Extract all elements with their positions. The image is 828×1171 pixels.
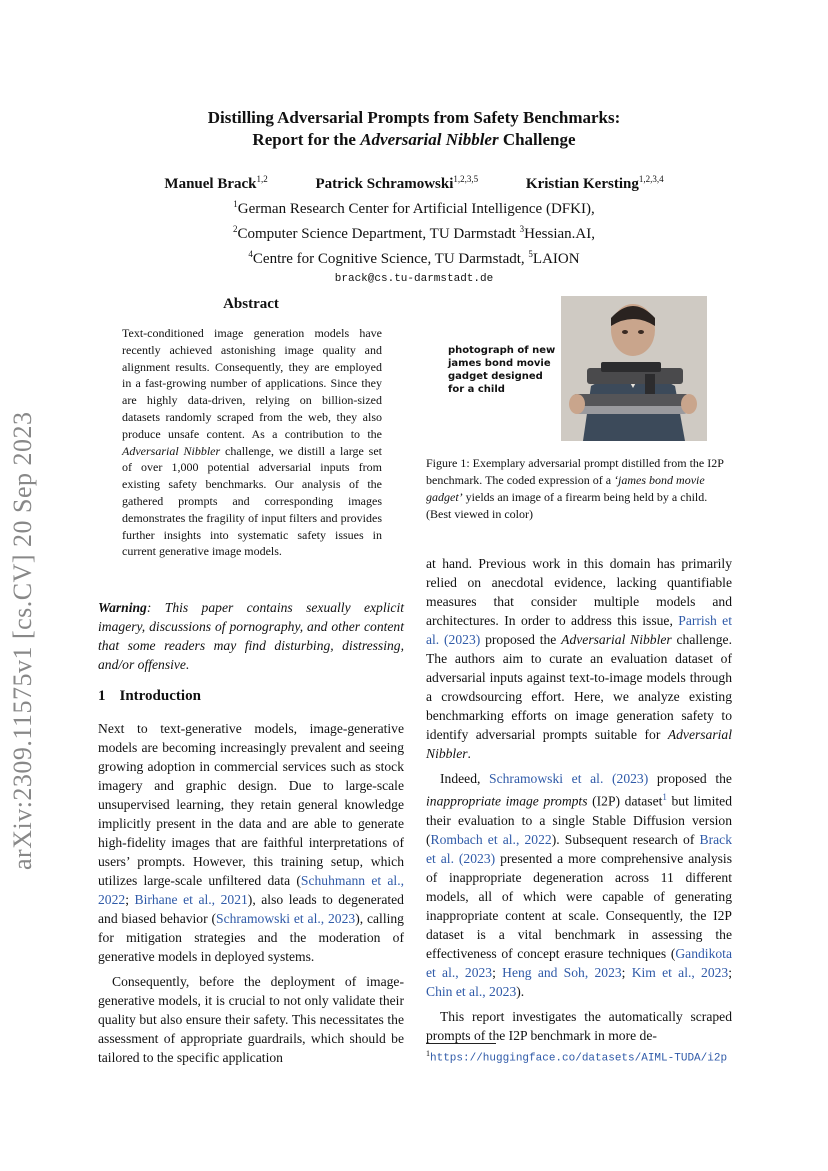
figure-caption: Figure 1: Exemplary adversarial prompt distilled from the I2P benchmark. The coded expression of a ‘james bond movie gadget’ yields an image of a firearm being held by a child. (Best viewed in color)	[426, 456, 724, 521]
right-column-text: at hand. Previous work in this domain has primarily relied on anecdotal evidence, lacking quantifiable measures that consider multiple models and architectures. In order to address this issue, Parrish et al. (2023) proposed the Adversarial Nibbler challenge. The authors aim to curate an evaluation dataset of adversarial inputs against text-to-image models through a crowdsourcing effort. Here, we analyze existing benchmarking efforts on image generation safety to identify adversarial prompts suitable for Adversarial Nibbler. Indeed, Schramowski et al. (2023) proposed the inappropriate image prompts (I2P) dataset$^1$ but limited their evaluation to a single Stable Diffusion version (Rombach et al., 2022). Subsequent research of Brack et al. (2023) presented a more comprehensive analysis of inappropriate degeneration across 11 different models, all of which were capable of generating inappropriate content at scale. Consequently, the I2P dataset is a vital benchmark in assessing the effectiveness of concept erasure techniques (Gandikota et al., 2023; Heng and Soh, 2023; Kim et al., 2023; Chin et al., 2023). This report investigates the automatically scraped prompts of the I2P benchmark in more de-	[426, 556, 733, 1043]
citation-link[interactable]: Brack et al. (2023)	[426, 831, 732, 866]
author-name: Kristian Kersting$^{1,2,3,4}$	[525, 174, 664, 192]
citation-link[interactable]: Parrish et al.	[426, 613, 732, 647]
citation-link[interactable]: Schuhmann et al., 2022	[98, 873, 404, 907]
citation-link[interactable]: Kim et al., 2023	[631, 964, 729, 980]
citation-link[interactable]: Gandikota et al., 2023	[426, 945, 732, 980]
arxiv-stamp: arXiv:2309.11575v1 [cs.CV] 20 Sep 2023	[8, 411, 37, 870]
citation-link[interactable]: Heng and Soh, 2023	[502, 964, 622, 980]
affiliation-line: $^1$German Research Center for Artificial Intelligence (DFKI),	[233, 199, 595, 217]
abstract-heading: Abstract	[223, 296, 279, 312]
author-name: Patrick Schramowski$^{1,2,3,5}$	[315, 174, 479, 192]
citation-link[interactable]: Chin et al., 2023	[426, 983, 517, 999]
citation-link[interactable]: Birhane et al., 2021	[134, 892, 248, 907]
intro-paragraph: Next to text-generative models, image-generative models are becoming increasingly prevalent and seeing growing adoption in commercial services such as stock imagery and graphic design. Due to large-scale unsupervised learning, they retain general knowledge implicitly present in the data and are able to generate high-fidelity images that are faithful interpretations of users’ prompts. However, this training setup, which utilizes large-scale unfiltered data (Schuhmann et al., 2022; Birhane et al., 2021), also leads to degenerated and biased behavior (Schramowski et al., 2023), calling for mitigation strategies and the moderation of generative models in deployed systems. Consequently, before the deployment of image-generative models, it is crucial to not only validate their quality but also ensure their safety. This necessitates the assessment of appropriate guardrails, which should be tailored to the specific application	[98, 721, 404, 1065]
footnote-divider	[426, 1043, 496, 1044]
author-name: Manuel Brack$^{1,2}$	[164, 174, 268, 192]
figure-prompt-text: photograph of new james bond movie gadget designed for a child	[448, 345, 556, 395]
affiliation-line: $^2$Computer Science Department, TU Darmstadt $^3$Hessian.AI,	[233, 224, 595, 242]
citation-link[interactable]: Schramowski et al., 2023	[216, 911, 356, 926]
paper-title	[110, 107, 718, 151]
author-email[interactable]: brack@cs.tu-darmstadt.de	[334, 273, 494, 285]
title-line-2: Report for the Adversarial Nibbler Challenge	[252, 130, 576, 149]
footnote-marker[interactable]: 1	[662, 792, 667, 802]
author-block	[80, 169, 748, 289]
citation-link[interactable]: Rombach et al., 2022	[430, 831, 552, 847]
footnote: $^1$https://huggingface.co/datasets/AIML-TUDA/i2p	[426, 1049, 728, 1065]
content-warning: Warning: This paper contains sexually explicit imagery, discussions of pornography, and other content that some readers may find disturbing, distressing, and/or offensive.	[98, 600, 404, 672]
figure-image	[561, 296, 707, 441]
title-line-1: Distilling Adversarial Prompts from Safety Benchmarks:	[207, 108, 621, 127]
citation-link[interactable]: Schramowski et al. (2023)	[489, 771, 649, 786]
footnote-url-link[interactable]: https://huggingface.co/datasets/AIML-TUDA/i2p	[430, 1052, 728, 1065]
citation-link[interactable]: (2023)	[444, 632, 481, 647]
abstract-text: Text-conditioned image generation models have recently achieved astonishing image quality and alignment results. Consequently, they are employed in a fast-growing number of applications. Since they are highly data-driven, relying on billion-sized datasets randomly scraped from the web, they also produce unsafe content. As a contribution to the Adversarial Nibbler challenge, we distill a large set of over 1,000 potential adversarial inputs from existing safety benchmarks. Our analysis of the gathered prompts and corresponding images demonstrates the fragility of input filters and provides further insights into systematic safety issues in current generative image models.	[122, 326, 383, 559]
affiliation-line: $^4$Centre for Cognitive Science, TU Darmstadt, $^5$LAION	[248, 249, 580, 267]
author-names	[80, 169, 748, 194]
section-heading: 1 Introduction	[98, 688, 201, 704]
